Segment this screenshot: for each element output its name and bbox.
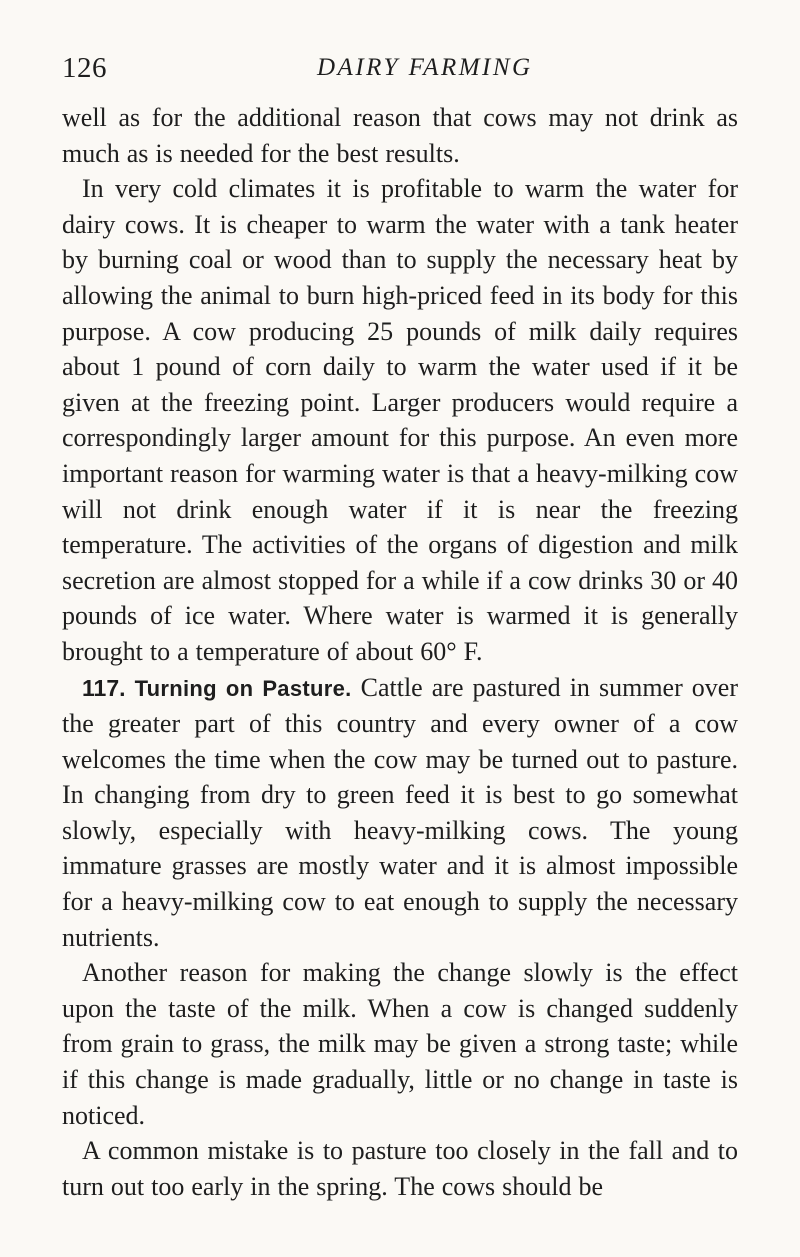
paragraph-common-mistake — [62, 1133, 738, 1204]
body-text — [62, 100, 738, 1204]
paragraph-milk-taste — [62, 955, 738, 1133]
paragraph-continuation — [62, 100, 738, 171]
paragraph-text: Another reason for making the change slowly is the effect upon the taste of the milk. When a cow is changed suddenly from grain to grass, the milk may be given a strong taste; while if this change is made gradually, little or no change in taste is noticed. — [62, 958, 738, 1130]
running-head — [62, 52, 738, 92]
paragraph-water-warming — [62, 171, 738, 669]
section-title: Turning on Pasture. — [134, 675, 352, 701]
paragraph-text: well as for the additional reason that cows may not drink as much as is needed for the best results. — [62, 103, 738, 168]
section-number: 117. — [82, 674, 126, 701]
running-title: DAIRY FARMING — [317, 54, 533, 81]
paragraph-text: Cattle are pastured in summer over the greater part of this country and every owner of a cow welcomes the time when the cow may be turned out to pasture. In changing from dry to green feed it is best to go somewhat slowly, especially with heavy-milking cows. The young immature grasses are mostly water and it is almost impossible for a heavy-milking cow to eat enough to supply the necessary nutrients. — [62, 672, 739, 952]
paragraph-section-117 — [62, 670, 738, 956]
page-number: 126 — [62, 52, 107, 84]
paragraph-text: In very cold climates it is profitable to warm the water for dairy cows. It is cheaper to warm the water with a tank heater by burning coal or wood than to supply the necessary heat by allowing the animal to burn high-priced feed in its body for this purpose. A cow producing 25 pounds of milk daily requires about 1 pound of corn daily to warm the water used if it be given at the freezing point. Larger producers would require a correspondingly larger amount for this purpose. An even more important reason for warming water is that a heavy-milking cow will not drink enough water if it is near the freezing temperature. The activities of the organs of digestion and milk secretion are almost stopped for a while if a cow drinks 30 or 40 pounds of ice water. Where water is warmed it is generally brought to a temperature of about 60° F. — [62, 174, 738, 666]
paragraph-text: A common mistake is to pasture too closely in the fall and to turn out too early in the spring. The cows should be — [62, 1136, 738, 1201]
